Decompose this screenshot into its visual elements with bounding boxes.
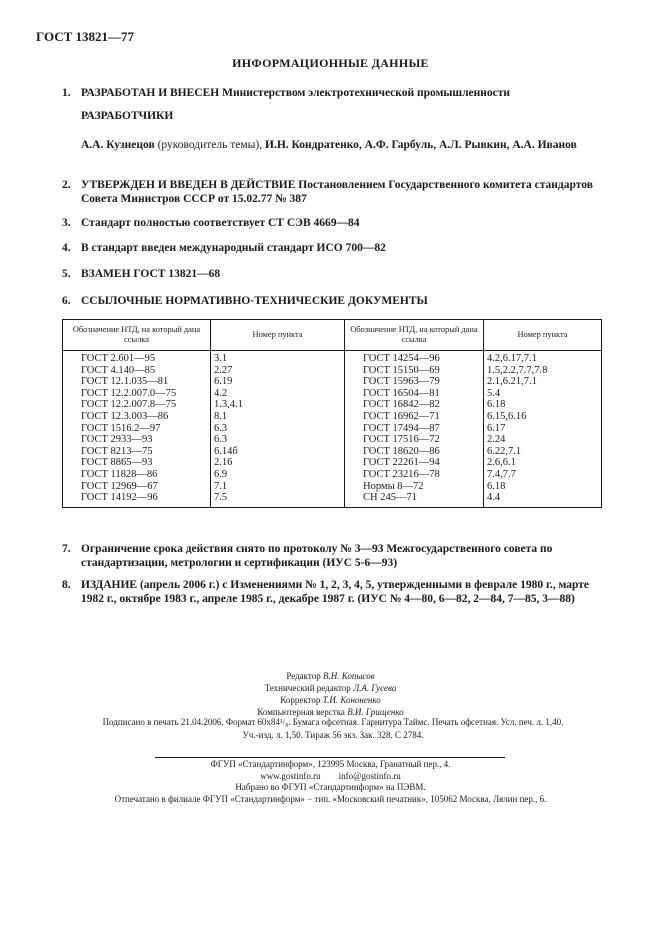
- ntd-designation: ГОСТ 12.2.007.8—75: [63, 399, 211, 411]
- ntd-designation: ГОСТ 18620—86: [345, 446, 484, 458]
- developer-others: И.Н. Кондратенко, А.Ф. Гарбуль, А.Л. Рывкин, А.А. Иванов: [265, 139, 577, 151]
- item-number: 7.: [62, 543, 71, 555]
- info-item-4: [62, 241, 602, 255]
- ntd-designation: ГОСТ 1516.2—97: [63, 423, 211, 435]
- publisher-line: ФГУП «Стандартинформ», 123995 Москва, Гранатный пер., 4.: [210, 759, 451, 769]
- clause-number: 6.14б: [211, 446, 345, 458]
- clause-number: 2.24: [484, 434, 602, 446]
- document-code: ГОСТ 13821—77: [36, 29, 135, 44]
- item-number: 5.: [62, 268, 71, 280]
- clause-number: 6.22,7.1: [484, 446, 602, 458]
- clause-number: 7.4,7.7: [484, 469, 602, 481]
- publisher-info: [0, 759, 661, 805]
- info-item-5: [62, 267, 602, 281]
- publisher-line: Отпечатано в филиале ФГУП «Стандартинформ» − тип. «Московский печатник», 105062 Москва, Лялин пер., 6.: [114, 793, 547, 804]
- item-number: 1.: [62, 87, 71, 99]
- clause-number: 7.1: [211, 481, 345, 493]
- credit-proofreader: [0, 694, 661, 706]
- clause-number: 6.3: [211, 434, 345, 446]
- credit-person: Т.И. Кононенко: [322, 695, 381, 705]
- item-text: В стандарт введен международный стандарт ИСО 700—82: [81, 242, 386, 254]
- table-row: [63, 399, 602, 411]
- table-header-row: [63, 320, 602, 351]
- publisher-line: Набрано во ФГУП «Стандартинформ» на ПЭВМ.: [235, 782, 426, 792]
- credit-person: В.И. Грищенко: [347, 707, 404, 717]
- clause-number: 6.19: [211, 376, 345, 388]
- ntd-designation: ГОСТ 15963—79: [345, 376, 484, 388]
- item-number: 6.: [62, 295, 71, 307]
- ntd-designation: ГОСТ 8213—75: [63, 446, 211, 458]
- ntd-designation: ГОСТ 17494—87: [345, 423, 484, 435]
- item-number: 4.: [62, 242, 71, 254]
- ntd-designation: ГОСТ 11828—86: [63, 469, 211, 481]
- table-row: [63, 365, 602, 377]
- print-info-line: Уч.-изд. л. 1,50. Тираж 56 экз. Зак. 328. С 2784.: [242, 730, 424, 740]
- credit-label: Технический редактор: [264, 683, 354, 693]
- table-row: [63, 351, 602, 365]
- table-row: [63, 481, 602, 493]
- print-info: [38, 716, 628, 742]
- clause-number: 2.1,6.21,7.1: [484, 376, 602, 388]
- ntd-designation: ГОСТ 22261—94: [345, 457, 484, 469]
- clause-number: 4.2: [211, 388, 345, 400]
- ntd-designation: ГОСТ 2933—93: [63, 434, 211, 446]
- clause-number: 6.17: [484, 423, 602, 435]
- item-text: Ограничение срока действия снято по протоколу № 3—93 Межгосударственного совета по стандартизации, метрологии и сертификации (ИУС 5-6—93): [81, 543, 553, 569]
- clause-number: 1.5,2.2,7.7,7.8: [484, 365, 602, 377]
- table-row: [63, 376, 602, 388]
- info-item-2: [62, 178, 602, 206]
- ntd-designation: ГОСТ 12.3.003—86: [63, 411, 211, 423]
- table-row: [63, 457, 602, 469]
- clause-number: 6.15,6.16: [484, 411, 602, 423]
- info-item-7: [62, 542, 602, 570]
- item-text: ИЗДАНИЕ (апрель 2006 г.) с Изменениями № 1, 2, 3, 4, 5, утвержденными в феврале 1980 г., марте 1982 г., октябре 1983 г., апреле 1985 г., декабре 1987 г. (ИУС № 4—80, 6—82, 2—84, 7—85, 3—88): [81, 579, 589, 605]
- table-row: [63, 446, 602, 458]
- clause-number: 2.16: [211, 457, 345, 469]
- ntd-designation: ГОСТ 16842—82: [345, 399, 484, 411]
- page-title: ИНФОРМАЦИОННЫЕ ДАННЫЕ: [232, 56, 429, 70]
- references-table: [62, 319, 602, 508]
- table-row: [63, 411, 602, 423]
- developer-lead: А.А. Кузнецов: [81, 139, 155, 151]
- item-number: 2.: [62, 179, 71, 191]
- item-text: Стандарт полностью соответствует СТ СЭВ 4669—84: [81, 217, 360, 229]
- ntd-designation: ГОСТ 12.1.035—81: [63, 376, 211, 388]
- credit-person: В.Н. Копысов: [323, 671, 375, 681]
- clause-number: 6.9: [211, 469, 345, 481]
- table-row: [63, 388, 602, 400]
- ntd-designation: ГОСТ 15150—69: [345, 365, 484, 377]
- clause-number: 6.18: [484, 481, 602, 493]
- column-header: Номер пункта: [484, 320, 602, 351]
- item-text: ВЗАМЕН ГОСТ 13821—68: [81, 268, 221, 280]
- credit-person: Л.А. Гусева: [353, 683, 397, 693]
- credit-label: Корректор: [280, 695, 323, 705]
- ntd-designation: ГОСТ 12969—67: [63, 481, 211, 493]
- clause-number: 6.3: [211, 423, 345, 435]
- ntd-designation: СН 245—71: [345, 492, 484, 507]
- clause-number: 7.5: [211, 492, 345, 507]
- table-row: [63, 469, 602, 481]
- info-item-8: [62, 578, 602, 606]
- print-info-line: Подписано в печать 21.04.2006. Формат 60x84¹/₈. Бумага офсетная. Гарнитура Таймс. Печать офсетная. Усл. печ. л. 1,40.: [102, 717, 564, 727]
- publisher-line: www.gostinfo.ru info@gostinfo.ru: [260, 770, 401, 781]
- credit-label: Компьютерная верстка: [257, 707, 348, 717]
- clause-number: 6.18: [484, 399, 602, 411]
- credit-label: Редактор: [286, 671, 323, 681]
- clause-number: 4.4: [484, 492, 602, 507]
- ntd-designation: ГОСТ 16962—71: [345, 411, 484, 423]
- table-row: [63, 492, 602, 507]
- ntd-designation: ГОСТ 17516—72: [345, 434, 484, 446]
- clause-number: 5.4: [484, 388, 602, 400]
- table-row: [63, 423, 602, 435]
- item-number: 8.: [62, 579, 71, 591]
- column-header: Обозначение НТД, на который дана ссылка: [345, 320, 484, 351]
- ntd-designation: Нормы 8—72: [345, 481, 484, 493]
- ntd-designation: ГОСТ 4.140—85: [63, 365, 211, 377]
- credits-block: [0, 670, 661, 718]
- item-text: РАЗРАБОТАН И ВНЕСЕН Министерством электротехнической промышленности: [81, 87, 511, 99]
- credit-tech-editor: [0, 682, 661, 694]
- developers-list: [81, 138, 601, 152]
- credit-editor: [0, 670, 661, 682]
- item-text: ССЫЛОЧНЫЕ НОРМАТИВНО-ТЕХНИЧЕСКИЕ ДОКУМЕНТЫ: [81, 295, 428, 307]
- info-item-3: [62, 216, 602, 230]
- ntd-designation: ГОСТ 2.601—95: [63, 351, 211, 365]
- clause-number: 2.27: [211, 365, 345, 377]
- info-item-6: [62, 294, 602, 308]
- item-number: 3.: [62, 217, 71, 229]
- ntd-designation: ГОСТ 12.2.007.0—75: [63, 388, 211, 400]
- clause-number: 3.1: [211, 351, 345, 365]
- clause-number: 2.6,6.1: [484, 457, 602, 469]
- item-text: УТВЕРЖДЕН И ВВЕДЕН В ДЕЙСТВИЕ Постановлением Государственного комитета стандартов Совета Министров СССР от 15.02.77 № 387: [81, 179, 593, 205]
- developers-heading: РАЗРАБОТЧИКИ: [81, 110, 174, 122]
- developer-role: (руководитель темы),: [154, 139, 265, 151]
- table-row: [63, 434, 602, 446]
- column-header: Номер пункта: [211, 320, 345, 351]
- divider-line: [155, 757, 505, 758]
- clause-number: 1.3,4.1: [211, 399, 345, 411]
- column-header: Обозначение НТД, на который дана ссылка: [63, 320, 211, 351]
- table-body: [63, 351, 602, 508]
- ntd-designation: ГОСТ 23216—78: [345, 469, 484, 481]
- ntd-designation: ГОСТ 16504—81: [345, 388, 484, 400]
- clause-number: 8.1: [211, 411, 345, 423]
- ntd-designation: ГОСТ 14192—96: [63, 492, 211, 507]
- clause-number: 4.2,6.17,7.1: [484, 351, 602, 365]
- info-item-1: [62, 86, 602, 100]
- ntd-designation: ГОСТ 8865—93: [63, 457, 211, 469]
- ntd-designation: ГОСТ 14254—96: [345, 351, 484, 365]
